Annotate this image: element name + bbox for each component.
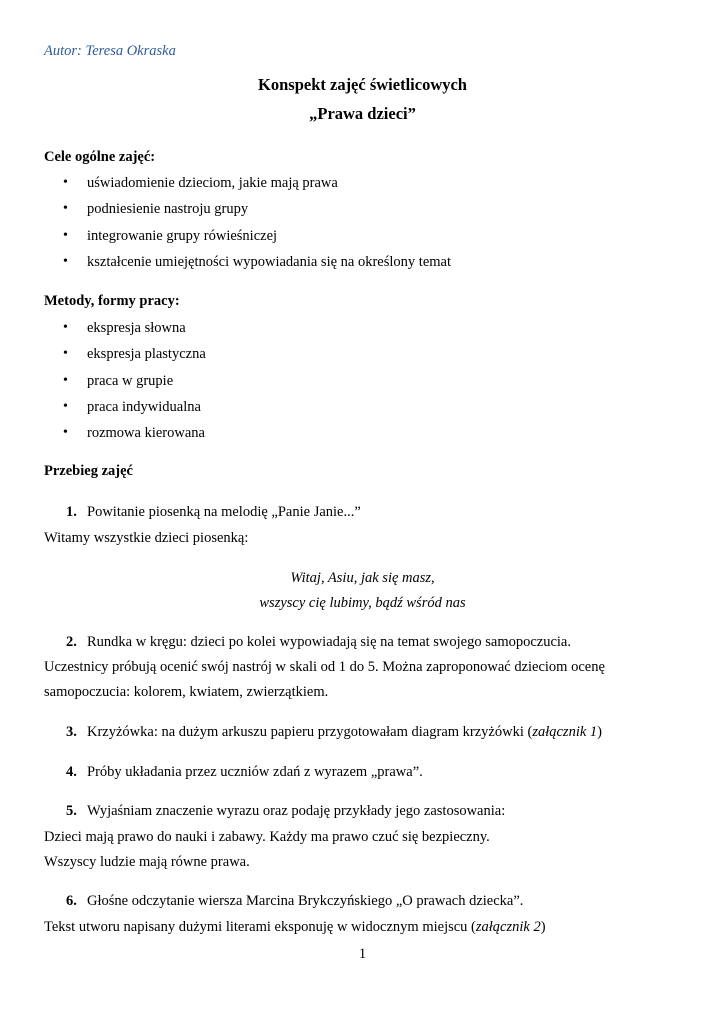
attachment-ref: załącznik 2: [475, 919, 541, 935]
song-line: wszyscy cię lubimy, bądź wśród nas: [259, 595, 466, 611]
step-continuation: samopoczucia: kolorem, kwiatem, zwierzątkiem.: [44, 684, 329, 700]
step-continuation: Tekst utworu napisany dużymi literami eksponuję w widocznym miejscu (załącznik 2): [44, 919, 546, 935]
methods-heading: Metody, formy pracy:: [44, 293, 180, 309]
step-text: Wyjaśniam znaczenie wyrazu oraz podaję przykłady jego zastosowania:: [87, 803, 506, 819]
bullet-icon: •: [63, 175, 68, 190]
bullet-icon: •: [63, 425, 68, 441]
step-number: 6.: [66, 893, 77, 909]
bullet-icon: •: [63, 398, 68, 414]
step-text: Rundka w kręgu: dzieci po kolei wypowiadają się na temat swojego samopoczucia.: [87, 634, 571, 650]
step-number: 4.: [66, 764, 77, 780]
song-line: Witaj, Asiu, jak się masz,: [290, 570, 435, 586]
bullet-icon: •: [63, 227, 68, 243]
step-continuation: Witamy wszystkie dzieci piosenką:: [44, 530, 249, 546]
step-number: 2.: [66, 634, 77, 650]
step-text: Powitanie piosenką na melodię „Panie Janie...”: [87, 504, 361, 520]
document-subtitle: „Prawa dzieci”: [309, 104, 416, 123]
bullet-icon: •: [63, 253, 68, 269]
bullet-icon: •: [63, 346, 68, 362]
page-number: 1: [358, 946, 367, 962]
step-continuation: Wszyscy ludzie mają równe prawa.: [44, 854, 250, 870]
document-title: Konspekt zajęć świetlicowych: [258, 75, 467, 94]
bullet-icon: •: [63, 320, 68, 335]
bullet-icon: •: [63, 201, 68, 217]
author-line: Autor: Teresa Okraska: [44, 43, 176, 59]
step-text: Głośne odczytanie wiersza Marcina Brykczyńskiego „O prawach dziecka”.: [87, 893, 524, 909]
step-continuation: Dzieci mają prawo do nauki i zabawy. Każdy ma prawo czuć się bezpieczny.: [44, 829, 490, 845]
course-heading: Przebieg zajęć: [44, 463, 133, 479]
step-text: Próby układania przez uczniów zdań z wyrazem „prawa”.: [87, 764, 423, 780]
step-number: 5.: [66, 803, 77, 819]
step-number: 1.: [66, 504, 77, 520]
bullet-icon: •: [63, 372, 68, 388]
step-text: Krzyżówka: na dużym arkuszu papieru przygotowałam diagram krzyżówki (załącznik 1): [87, 724, 602, 740]
step-number: 3.: [66, 724, 77, 740]
step-continuation: Uczestnicy próbują ocenić swój nastrój w skali od 1 do 5. Można zaproponować dzieciom ocenę: [44, 659, 605, 675]
document-page: Autor: Teresa Okraska Konspekt zajęć świetlicowych „Prawa dzieci” Cele ogólne zajęć: • uświadomienie dzieciom, jakie mają prawa • podniesienie nastroju grupy • integrowanie grupy rówieśniczej • kształcenie umiejętności wypowiadania się na określony temat Metody, formy pracy: • ekspresja słowna • ekspresja plastyczna • praca w grupie • praca indywidualna • rozmowa kierowana Przebieg zajęć 1. Powitanie piosenką na melodię „Panie Janie...” Witamy wszystkie dzieci piosenką: Witaj, Asiu, jak się masz, wszyscy cię lubimy, bądź wśród nas 2. Rundka w kręgu: dzieci po kolei wypowiadają się na temat swojego samopoczucia. Uczestnicy próbują ocenić swój nastrój w skali od 1 do 5. Można zaproponować dzieciom ocenę samopoczucia: kolorem, kwiatem, zwierzątkiem. 3. Krzyżówka: na dużym arkuszu papieru przygotowałam diagram krzyżówki (załącznik 1) 4. Próby układania przez uczniów zdań z wyrazem „prawa”. 5. Wyjaśniam znaczenie wyrazu oraz podaję przykłady jego zastosowania: Dzieci mają prawo do nauki i zabawy. Każdy ma prawo czuć się bezpieczny. Wszyscy ludzie mają równe prawa. 6. Głośne odczytanie wiersza Marcina Brykczyńskiego „O prawach dziecka”. Tekst utworu napisany dużymi literami eksponuję w widocznym miejscu (załącznik 2) 1: [0, 0, 725, 1024]
attachment-ref: załącznik 1: [532, 724, 598, 740]
goals-heading: Cele ogólne zajęć:: [44, 149, 156, 165]
